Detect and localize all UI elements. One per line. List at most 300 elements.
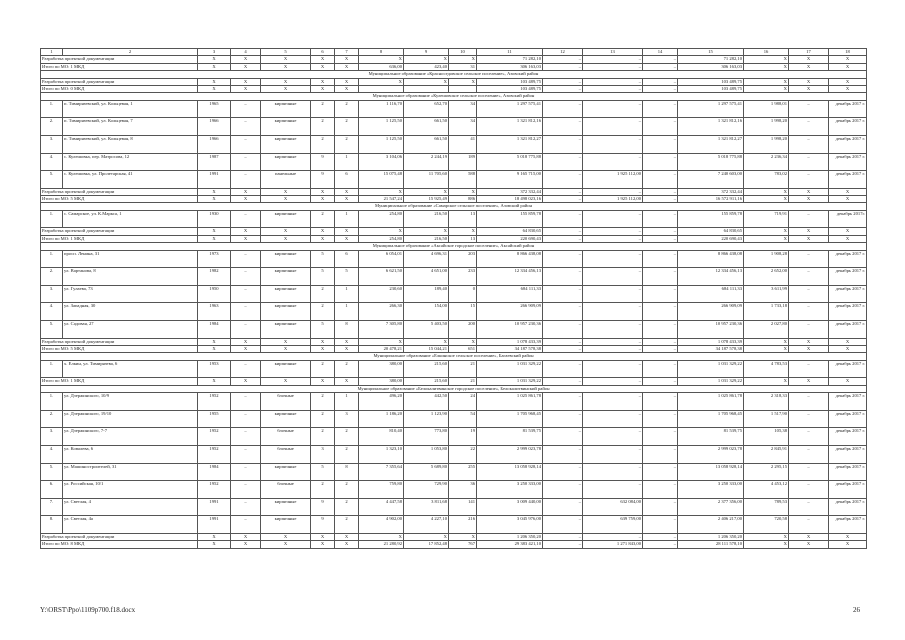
table-cell: 496,20 (359, 393, 404, 411)
summary-cell: X (198, 85, 231, 92)
summary-cell: X (744, 346, 789, 353)
table-cell: панельные (261, 171, 311, 189)
summary-cell: X (335, 78, 359, 85)
summary-cell: X (311, 533, 335, 540)
summary-cell: X (261, 235, 311, 242)
table-cell: 661,50 (404, 118, 449, 136)
building-row (41, 285, 867, 303)
summary-row (41, 228, 867, 235)
table-cell: – (543, 481, 583, 499)
table-cell: 2 244,19 (404, 153, 449, 171)
header-cell: 11 (477, 49, 543, 56)
table-cell: 1 (335, 285, 359, 303)
table-cell: 5 018 775,88 (477, 153, 543, 171)
table-cell: – (543, 303, 583, 321)
header-cell: 17 (789, 49, 829, 56)
building-row (41, 410, 867, 428)
building-row (41, 463, 867, 481)
table-cell: 9 165 715,00 (477, 171, 543, 189)
summary-cell: – (643, 78, 678, 85)
table-cell: 54 (449, 410, 477, 428)
deadline-cell: декабрь 2017 г. (829, 268, 867, 286)
summary-cell: – (543, 533, 583, 540)
summary-cell: X (261, 85, 311, 92)
summary-cell: X (311, 235, 335, 242)
summary-cell: 1 206 350,20 (477, 533, 543, 540)
summary-cell: X (449, 78, 477, 85)
summary-cell: X (744, 533, 789, 540)
summary-cell: 1 031 329,22 (477, 378, 543, 385)
table-cell: 1 025 861,78 (477, 393, 543, 411)
summary-cell: X (744, 196, 789, 203)
housing-repair-table (40, 48, 867, 549)
table-cell: – (583, 268, 643, 286)
address-cell: ул. Западная, 30 (63, 303, 198, 321)
building-row (41, 135, 867, 153)
municipality-name: Муниципальное образование «Красноседовское сельское поселение», Азовский район (41, 71, 867, 78)
address-cell: с. Самарское, ул. К.Маркса, 1 (63, 210, 198, 228)
building-row (41, 210, 867, 228)
summary-cell: X (335, 85, 359, 92)
table-cell: 8 866 438,08 (678, 250, 744, 268)
table-cell: 2 295,15 (744, 463, 789, 481)
summary-cell: 103 489,75 (678, 78, 744, 85)
summary-row (41, 346, 867, 353)
summary-cell: X (829, 56, 867, 63)
table-cell: – (789, 303, 829, 321)
table-cell: 1955 (198, 410, 231, 428)
address-cell: ул. Ковалева, 6 (63, 445, 198, 463)
table-cell: 5 (335, 268, 359, 286)
address-cell: п. Тимирязевский, ул. Кольцевая, 7 (63, 118, 198, 136)
summary-cell: X (261, 188, 311, 195)
table-cell: – (543, 463, 583, 481)
table-cell: – (231, 393, 261, 411)
summary-cell: X (335, 196, 359, 203)
table-cell: 1 321 812,27 (477, 135, 543, 153)
summary-cell: – (643, 63, 678, 70)
table-cell: 2 (311, 285, 335, 303)
table-cell: 1 125,50 (359, 135, 404, 153)
summary-label: Разработка проектной документации (41, 533, 198, 540)
municipality-name: Муниципальное образование «Елкинское сельское поселение», Багаевский район (41, 353, 867, 360)
table-cell: 2 652,00 (744, 268, 789, 286)
summary-cell: 1 271 843,00 (583, 541, 643, 548)
summary-cell: – (543, 196, 583, 203)
summary-cell: X (311, 85, 335, 92)
table-cell: 1 321 812,16 (678, 118, 744, 136)
summary-cell: 29 383 421,10 (477, 541, 543, 548)
table-cell: 2 377 356,00 (678, 498, 744, 516)
table-cell: 266 909,09 (477, 303, 543, 321)
summary-cell: X (261, 56, 311, 63)
summary-cell: X (789, 78, 829, 85)
table-cell: – (231, 135, 261, 153)
deadline-cell: декабрь 2017 г. (829, 303, 867, 321)
table-cell: 1 297 575,41 (678, 100, 744, 118)
header-cell: 4 (231, 49, 261, 56)
summary-cell: 31 (449, 63, 477, 70)
table-cell: 1 125,50 (359, 118, 404, 136)
summary-cell: – (543, 78, 583, 85)
summary-row (41, 235, 867, 242)
table-cell: 719,91 (744, 210, 789, 228)
table-cell: 729,90 (404, 481, 449, 499)
summary-cell: 636,00 (359, 63, 404, 70)
table-cell: – (789, 268, 829, 286)
table-cell: – (231, 100, 261, 118)
table-cell: 3 811,68 (404, 498, 449, 516)
summary-cell: 21 280,92 (359, 541, 404, 548)
summary-cell: 103 489,75 (477, 85, 543, 92)
table-cell: 19 (449, 428, 477, 446)
table-cell: 189,40 (404, 285, 449, 303)
table-cell: 1930 (198, 210, 231, 228)
table-cell: 1953 (198, 360, 231, 378)
table-cell: 3 045 976,00 (477, 516, 543, 534)
table-cell: 1 323,10 (359, 445, 404, 463)
table-cell: 2 (311, 303, 335, 321)
table-cell: 6 054,01 (359, 250, 404, 268)
deadline-cell: декабрь 2017 г. (829, 428, 867, 446)
deadline-cell: декабрь 2017 г. (829, 463, 867, 481)
summary-cell: X (311, 188, 335, 195)
summary-cell: X (829, 541, 867, 548)
summary-cell: 254,80 (359, 235, 404, 242)
summary-cell: – (543, 56, 583, 63)
table-cell: – (789, 118, 829, 136)
table-cell: 1 925 112,00 (583, 171, 643, 189)
summary-cell: X (198, 78, 231, 85)
summary-label: Разработка проектной документации (41, 188, 198, 195)
summary-cell: X (404, 188, 449, 195)
table-cell: 5. (41, 171, 63, 189)
summary-cell: X (449, 56, 477, 63)
summary-cell: 215,60 (404, 378, 449, 385)
table-cell: 652,70 (404, 100, 449, 118)
municipality-header-row (41, 93, 867, 100)
table-cell: 1 297 575,41 (477, 100, 543, 118)
summary-cell: X (311, 63, 335, 70)
summary-cell: 15 044,21 (404, 346, 449, 353)
summary-row (41, 541, 867, 548)
table-cell: 1 998,20 (744, 118, 789, 136)
building-row (41, 268, 867, 286)
summary-cell: 886 (449, 196, 477, 203)
table-cell: кирпичные (261, 210, 311, 228)
summary-cell: X (261, 78, 311, 85)
deadline-cell: декабрь 2017 г. (829, 285, 867, 303)
address-cell: п. Тимирязевский, ул. Кольцевая, 8 (63, 135, 198, 153)
table-cell: 9 (311, 171, 335, 189)
deadline-cell: декабрь 2017 г. (829, 445, 867, 463)
summary-cell: X (449, 188, 477, 195)
summary-cell: X (311, 56, 335, 63)
table-cell: 5. (41, 463, 63, 481)
table-cell: блочные (261, 481, 311, 499)
table-cell: – (583, 303, 643, 321)
summary-cell: – (583, 338, 643, 345)
table-cell: 1 998,20 (744, 135, 789, 153)
table-cell: – (789, 250, 829, 268)
summary-cell: 21 547,24 (359, 196, 404, 203)
table-cell: 81 539,75 (477, 428, 543, 446)
summary-cell: X (789, 63, 829, 70)
summary-cell: X (829, 196, 867, 203)
table-cell: 4 453,12 (744, 481, 789, 499)
building-row (41, 153, 867, 171)
table-cell: кирпичные (261, 250, 311, 268)
table-cell: – (643, 250, 678, 268)
address-cell: просп. Ленина, 31 (63, 250, 198, 268)
table-cell: 254,80 (359, 210, 404, 228)
table-cell: – (583, 153, 643, 171)
table-cell: – (231, 153, 261, 171)
summary-cell: X (231, 188, 261, 195)
table-cell: 3 (311, 445, 335, 463)
deadline-cell: декабрь 2017 г. (829, 118, 867, 136)
table-cell: – (789, 285, 829, 303)
table-cell: 105,38 (744, 428, 789, 446)
table-cell: 2 (311, 100, 335, 118)
summary-cell: X (261, 228, 311, 235)
summary-cell: X (359, 56, 404, 63)
table-cell: 810,40 (359, 428, 404, 446)
summary-cell: X (744, 85, 789, 92)
summary-cell: 18 498 023,16 (477, 196, 543, 203)
summary-cell: X (359, 78, 404, 85)
table-cell: 1 053,80 (404, 445, 449, 463)
summary-cell: X (261, 346, 311, 353)
deadline-cell: декабрь 2017 г. (829, 498, 867, 516)
summary-cell: X (198, 338, 231, 345)
summary-cell: X (359, 338, 404, 345)
table-cell: 2 845,91 (744, 445, 789, 463)
table-cell: 2 (311, 428, 335, 446)
municipality-header-row (41, 353, 867, 360)
table-cell: – (583, 210, 643, 228)
table-cell: 1 705 968,45 (477, 410, 543, 428)
summary-cell: X (744, 235, 789, 242)
table-cell: 34 (449, 100, 477, 118)
table-cell: 4. (41, 153, 63, 171)
summary-cell: X (829, 235, 867, 242)
table-cell: 5 (311, 250, 335, 268)
building-row (41, 393, 867, 411)
table-cell: – (583, 481, 643, 499)
table-cell: 24 (449, 393, 477, 411)
summary-cell: 423,40 (404, 63, 449, 70)
summary-cell: X (829, 533, 867, 540)
table-cell: – (643, 410, 678, 428)
table-cell: – (789, 410, 829, 428)
table-cell: 1950 (198, 285, 231, 303)
summary-cell: X (404, 56, 449, 63)
address-cell: с. Кулешовка, пер. Матросова, 12 (63, 153, 198, 171)
table-cell: 1 908,28 (744, 250, 789, 268)
building-row (41, 250, 867, 268)
summary-cell: – (643, 533, 678, 540)
table-cell: 2 236,34 (744, 153, 789, 171)
summary-cell (449, 85, 477, 92)
summary-cell: X (198, 56, 231, 63)
summary-cell: – (583, 63, 643, 70)
table-cell: – (543, 135, 583, 153)
deadline-cell: декабрь 2017 г. (829, 171, 867, 189)
summary-cell: X (789, 541, 829, 548)
table-cell: 1973 (198, 250, 231, 268)
table-cell: 2 (311, 481, 335, 499)
table-cell: кирпичные (261, 321, 311, 339)
table-cell: 1952 (198, 481, 231, 499)
summary-cell: 220 690,43 (477, 235, 543, 242)
summary-cell: – (543, 338, 583, 345)
summary-label: Разработка проектной документации (41, 338, 198, 345)
summary-label: Разработка проектной документации (41, 78, 198, 85)
page-number: 26 (853, 606, 860, 614)
table-cell: 5 689,80 (404, 463, 449, 481)
table-cell: 1987 (198, 153, 231, 171)
deadline-cell: декабрь 2017 г. (829, 393, 867, 411)
summary-cell: – (543, 188, 583, 195)
table-cell: 34 (449, 118, 477, 136)
header-cell: 1 (41, 49, 63, 56)
table-cell: 216 (449, 516, 477, 534)
summary-cell: X (789, 188, 829, 195)
table-cell: 7 355,64 (359, 463, 404, 481)
summary-cell: – (643, 338, 678, 345)
table-cell: 2 (311, 360, 335, 378)
table-cell: – (543, 268, 583, 286)
table-cell: кирпичные (261, 303, 311, 321)
table-cell: 661,50 (404, 135, 449, 153)
summary-cell: 64 830,65 (678, 228, 744, 235)
summary-row (41, 533, 867, 540)
header-cell: 9 (404, 49, 449, 56)
summary-cell: – (643, 56, 678, 63)
summary-cell: X (311, 541, 335, 548)
summary-cell: X (261, 533, 311, 540)
table-cell: – (231, 118, 261, 136)
table-cell: 9 (311, 516, 335, 534)
table-cell: кирпичные (261, 285, 311, 303)
table-cell: – (643, 428, 678, 446)
table-cell: – (789, 210, 829, 228)
table-cell: 3. (41, 135, 63, 153)
table-cell: кирпичные (261, 135, 311, 153)
table-cell: 230,60 (359, 285, 404, 303)
deadline-cell: декабрь 2017 г. (829, 481, 867, 499)
summary-cell: X (335, 378, 359, 385)
summary-cell: 380,00 (359, 378, 404, 385)
table-cell: 1966 (198, 118, 231, 136)
address-cell: ул. Садовая, 27 (63, 321, 198, 339)
table-cell: 1952 (198, 393, 231, 411)
table-cell: 639 759,00 (583, 516, 643, 534)
table-cell: 4 783,53 (744, 360, 789, 378)
table-cell: 2 (335, 445, 359, 463)
summary-cell: X (261, 541, 311, 548)
table-cell: – (789, 321, 829, 339)
table-cell: 2 406 217,00 (678, 516, 744, 534)
summary-cell: 1 078 433,39 (477, 338, 543, 345)
summary-cell: X (744, 63, 789, 70)
address-cell: ул. Гулаева, 73 (63, 285, 198, 303)
municipality-name: Муниципальное образование «Самарское сельское поселение», Азовский район (41, 203, 867, 210)
summary-cell: 71 282,10 (678, 56, 744, 63)
building-row (41, 360, 867, 378)
table-cell: 2 (311, 118, 335, 136)
table-cell: 3. (41, 428, 63, 446)
deadline-cell: декабрь 2017 г. (829, 135, 867, 153)
summary-cell: X (789, 85, 829, 92)
table-cell: 720,58 (744, 516, 789, 534)
summary-cell: X (789, 338, 829, 345)
summary-cell: X (335, 188, 359, 195)
summary-cell: X (744, 56, 789, 63)
deadline-cell: декабрь 2017 г. (829, 321, 867, 339)
summary-cell: X (404, 78, 449, 85)
table-cell: – (643, 100, 678, 118)
summary-cell: X (231, 541, 261, 548)
summary-cell: X (311, 196, 335, 203)
table-cell: 7. (41, 498, 63, 516)
header-cell: 3 (198, 49, 231, 56)
summary-cell: X (231, 228, 261, 235)
table-cell: 9 (311, 153, 335, 171)
table-cell: 1 031 329,22 (678, 360, 744, 378)
table-cell: 1 116,70 (359, 100, 404, 118)
summary-cell: 64 830,65 (477, 228, 543, 235)
table-cell: – (789, 100, 829, 118)
summary-cell: X (789, 235, 829, 242)
summary-cell: 767 (449, 541, 477, 548)
summary-row (41, 188, 867, 195)
table-cell: 2 999 023,78 (678, 445, 744, 463)
table-cell: – (583, 100, 643, 118)
summary-cell: – (643, 235, 678, 242)
header-cell: 7 (335, 49, 359, 56)
table-cell: кирпичные (261, 268, 311, 286)
table-cell: 3 250 333,00 (477, 481, 543, 499)
building-row (41, 516, 867, 534)
table-cell: 155 859,78 (678, 210, 744, 228)
summary-cell: – (643, 188, 678, 195)
summary-cell: 21 (449, 378, 477, 385)
table-cell: – (231, 410, 261, 428)
table-cell: 189 (449, 153, 477, 171)
table-cell: 13 058 928,14 (477, 463, 543, 481)
table-cell: – (231, 303, 261, 321)
summary-cell: X (311, 78, 335, 85)
table-cell: 22 (449, 445, 477, 463)
table-cell: 1 031 329,22 (477, 360, 543, 378)
summary-cell: 306 163,03 (678, 63, 744, 70)
summary-cell: X (744, 378, 789, 385)
table-cell: – (543, 410, 583, 428)
summary-cell: X (231, 56, 261, 63)
summary-cell: X (198, 378, 231, 385)
table-cell: – (583, 250, 643, 268)
table-cell: 4 902,00 (359, 516, 404, 534)
summary-cell: – (583, 378, 643, 385)
deadline-cell: декабрь 2017г. (829, 210, 867, 228)
table-body (41, 49, 867, 549)
table-cell: 4 696,31 (404, 250, 449, 268)
summary-cell: X (261, 63, 311, 70)
summary-label: Итого по МО: 1 МКД (41, 63, 198, 70)
summary-cell (359, 85, 404, 92)
